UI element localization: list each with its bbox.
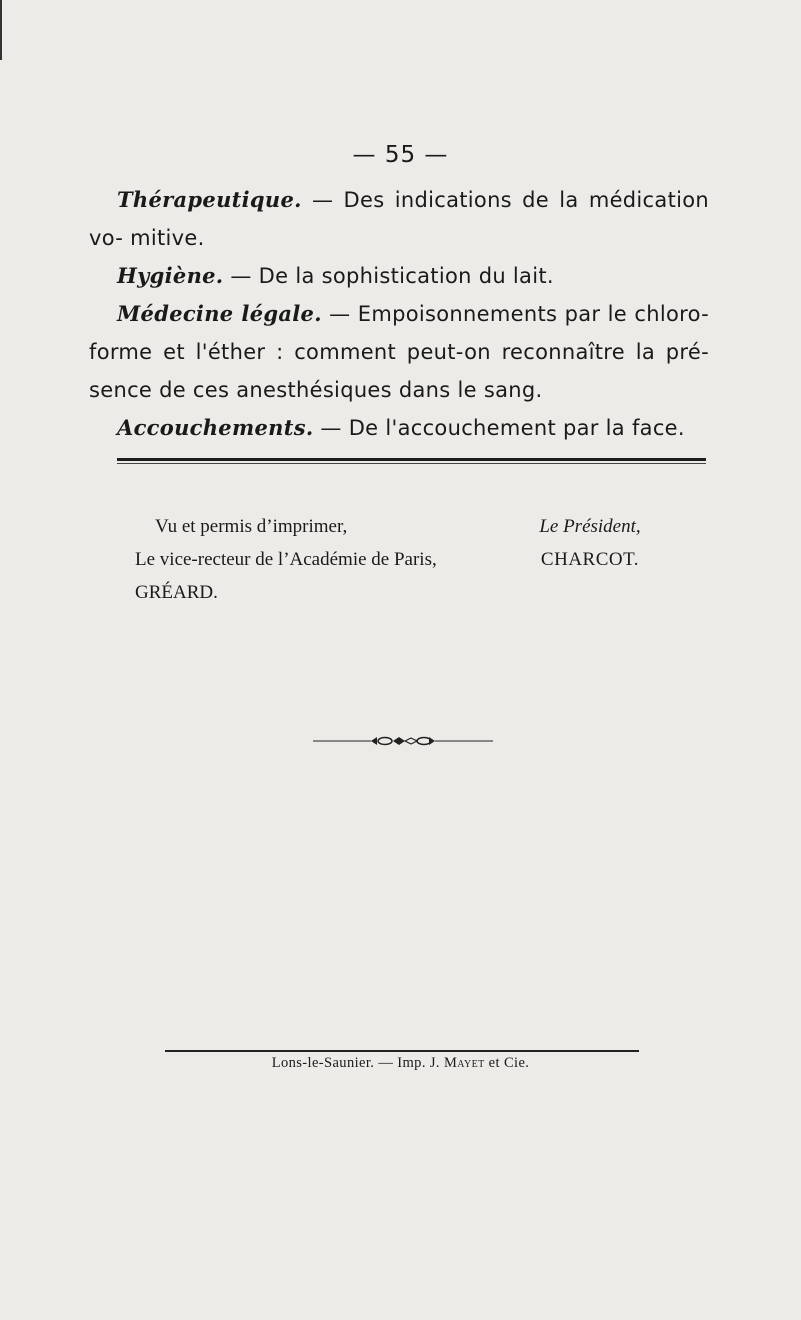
entry-medecine-legale [89, 295, 709, 409]
divider-rule-thin [117, 463, 706, 464]
approval-line: Vu et permis d’imprimer, [155, 516, 348, 537]
colophon-printer: Mayet [443, 1055, 485, 1071]
entry-accouchements [89, 409, 709, 447]
president-block [480, 510, 700, 576]
footer-rule [165, 1050, 639, 1052]
approval-block [135, 510, 435, 609]
entry-topic: Accouchements. [117, 415, 314, 440]
divider-rule [117, 458, 706, 461]
president-title: Le Président, [539, 516, 641, 537]
printer-colophon [0, 1055, 801, 1072]
entry-therapeutique [89, 181, 709, 257]
entry-text: — Des indications de la médication vo- mitive. [89, 188, 709, 250]
approval-signatory: GRÉARD. [135, 582, 218, 603]
entry-text: — De l'accouchement par la face. [313, 416, 685, 440]
entry-topic: Médecine légale. [117, 301, 322, 326]
approval-authority: Le vice-recteur de l’Académie de Paris, [135, 549, 437, 570]
page-number: — 55 — [352, 142, 449, 168]
entry-topic: Hygiène. [117, 263, 224, 288]
colophon-suffix: et Cie. [484, 1055, 530, 1071]
president-name: CHARCOT. [540, 549, 640, 570]
entry-hygiene [89, 257, 709, 295]
entry-text: — De la sophistication du lait. [223, 264, 554, 288]
ornament-divider-icon [313, 734, 493, 748]
page-edge [0, 0, 2, 60]
course-entries [89, 181, 709, 447]
colophon-place: Lons-le-Saunier. — Imp. J. [271, 1055, 444, 1071]
entry-topic: Thérapeutique. [117, 187, 302, 212]
entry-text: — Empoisonnements par le chloro- forme et l'éther : comment peut-on reconnaître la pré- sence de ces anesthésiques dans le sang. [89, 302, 709, 402]
